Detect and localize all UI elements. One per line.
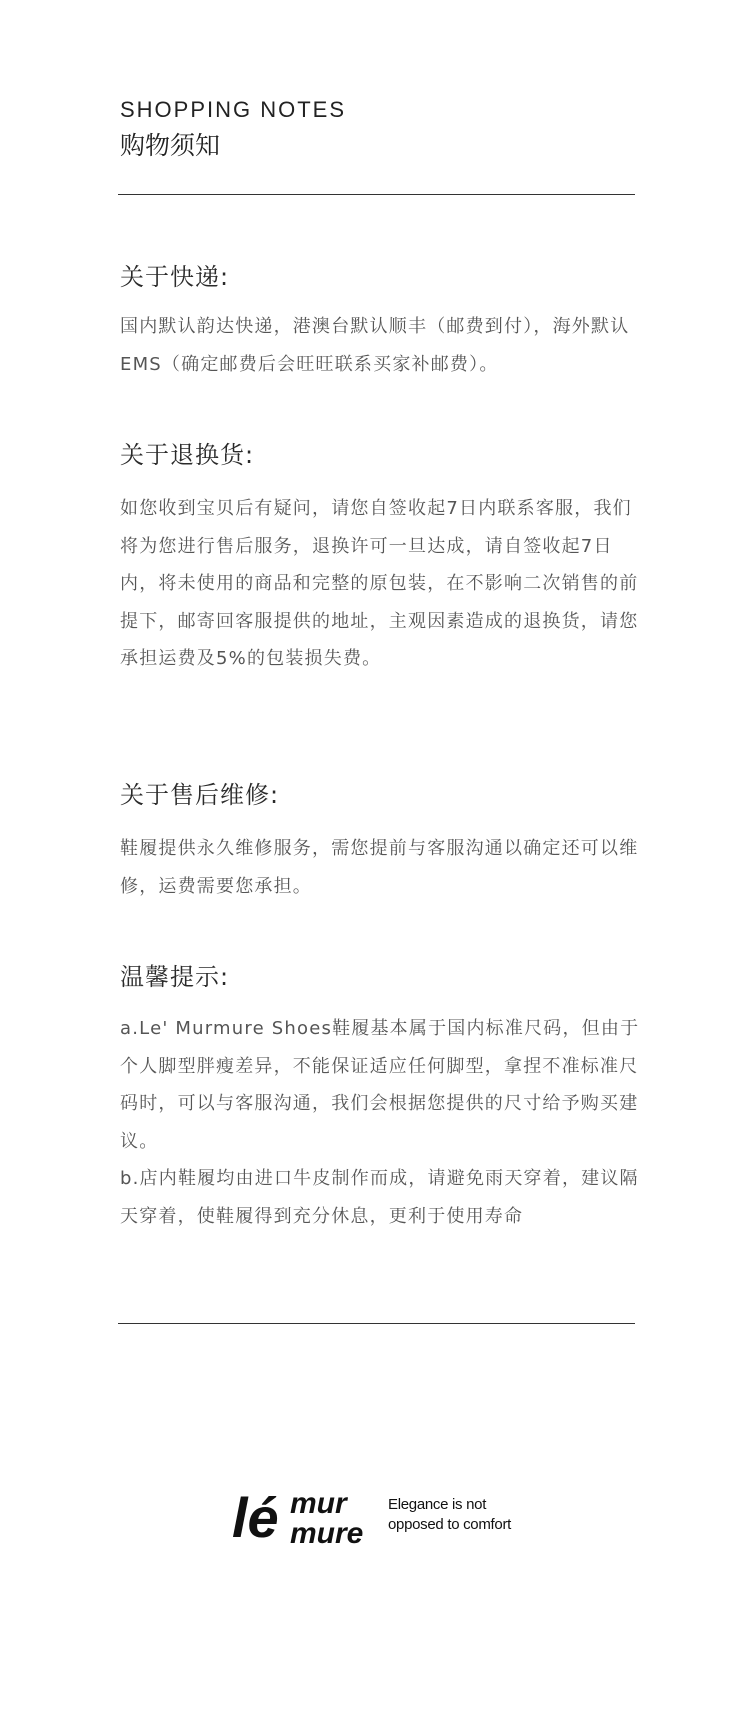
section-title-tips: 温馨提示: <box>120 963 230 991</box>
section-repair <box>120 778 640 905</box>
tips-text-b: b.店内鞋履均由进口牛皮制作而成，请避免雨天穿着，建议隔天穿着，使鞋履得到充分休息，更利于使用寿命 <box>120 1168 639 1227</box>
returns-text: 如您收到宝贝后有疑问，请您自签收起7日内联系客服，我们将为您进行售后服务，退换许可一旦达成，请自签收起7日内，将未使用的商品和完整的原包装，在不影响二次销售的前提下，邮寄回客服提供的地址，主观因素造成的退换货，请您承担运费及5%的包装损失费。 <box>120 498 639 669</box>
page-title-en: SHOPPING NOTES <box>120 97 347 122</box>
top-divider <box>118 194 635 195</box>
logo-line2: mure <box>290 1517 364 1550</box>
section-returns <box>120 438 640 678</box>
section-title-delivery: 关于快递: <box>120 263 230 291</box>
section-tips <box>120 960 640 1235</box>
section-delivery <box>120 260 640 383</box>
slogan-line1: Elegance is not <box>388 1496 487 1513</box>
section-title-returns: 关于退换货: <box>120 441 255 469</box>
bottom-divider <box>118 1323 635 1324</box>
repair-text: 鞋履提供永久维修服务，需您提前与客服沟通以确定还可以维修，运费需要您承担。 <box>120 838 639 897</box>
delivery-text: 国内默认韵达快递，港澳台默认顺丰（邮费到付），海外默认EMS（确定邮费后会旺旺联系买家补邮费）。 <box>120 316 630 375</box>
slogan-line2: opposed to comfort <box>388 1516 512 1533</box>
section-title-repair: 关于售后维修: <box>120 781 280 809</box>
page-title-cn: 购物须知 <box>120 131 221 160</box>
tips-text-a: a.Le' Murmure Shoes鞋履基本属于国内标准尺码，但由于个人脚型胖瘦差异，不能保证适应任何脚型，拿捏不准标准尺码时，可以与客服沟通，我们会根据您提供的尺寸给予购买建议。 <box>120 1018 640 1152</box>
logo-line1: mur <box>290 1487 347 1520</box>
page-header <box>120 96 346 164</box>
logo-le: lé <box>232 1486 279 1549</box>
brand-slogan <box>388 1495 511 1535</box>
